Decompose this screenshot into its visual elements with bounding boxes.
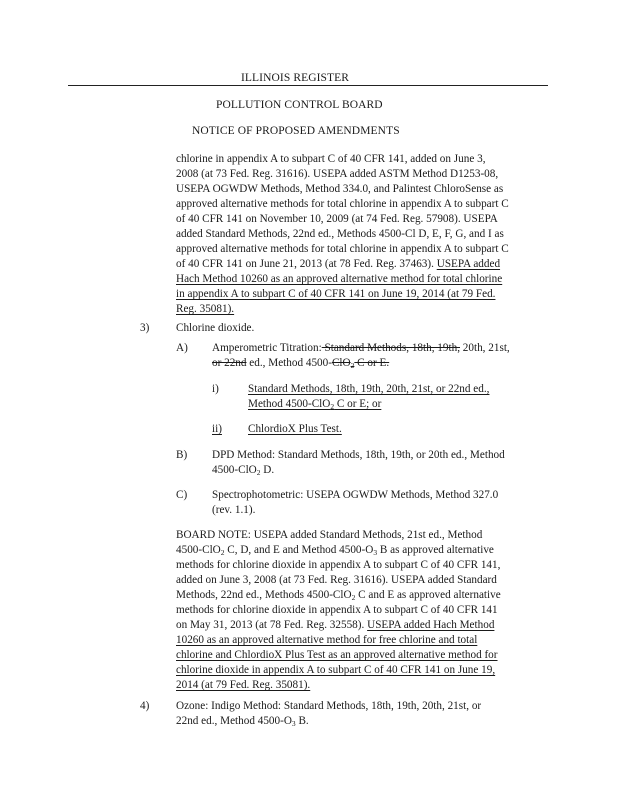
note-text: 4500-ClO bbox=[176, 544, 221, 556]
subitem-text: Amperometric Titration: bbox=[212, 342, 322, 354]
subscript: 2 bbox=[256, 468, 261, 477]
inserted-text: Hach Method 10260 as an approved alternative method for total chlorine bbox=[176, 273, 503, 285]
register-title: ILLINOIS REGISTER bbox=[241, 72, 350, 84]
note-text: C, D, and E and Method 4500-O bbox=[224, 544, 374, 556]
subitem-text: D. bbox=[260, 464, 275, 476]
deleted-text: or 22nd bbox=[212, 357, 247, 369]
subsub-label: ii) bbox=[212, 423, 222, 435]
inserted-text: chlorine and ChlordioX Plus Test as an approved alternative method for bbox=[176, 649, 498, 661]
note-text: Methods, 22nd ed., Methods 4500-ClO bbox=[176, 589, 352, 601]
intro-line: approved alternative methods for total chlorine in appendix A to subpart C bbox=[176, 243, 509, 255]
subscript: 3 bbox=[291, 719, 296, 728]
deleted-text bbox=[332, 357, 389, 369]
note-line: methods for chlorine dioxide in appendix A to subpart C of 40 CFR 141 bbox=[176, 604, 498, 616]
intro-line: added Standard Methods, 22nd ed., Methods 4500-Cl D, E, F, G, and I as bbox=[176, 228, 504, 240]
item-number: 4) bbox=[140, 700, 150, 712]
subitem-label: C) bbox=[176, 489, 188, 501]
subitem-text: Spectrophotometric: USEPA OGWDW Methods, Method 327.0 bbox=[212, 489, 499, 501]
subscript: 2 bbox=[351, 593, 356, 602]
subitem-text: 20th, 21st, bbox=[460, 342, 510, 354]
inserted-text: USEPA added bbox=[436, 258, 501, 270]
note-line: methods for chlorine dioxide in appendix A to subpart C of 40 CFR 141, bbox=[176, 559, 501, 571]
note-line bbox=[176, 543, 494, 558]
note-line bbox=[176, 588, 501, 603]
note-text: B as approved alternative bbox=[377, 544, 494, 556]
intro-line: chlorine in appendix A to subpart C of 40 CFR 141, added on June 3, bbox=[176, 153, 486, 165]
item-text: B. bbox=[295, 715, 309, 727]
note-text: C and E as approved alternative bbox=[355, 589, 501, 601]
intro-line bbox=[176, 257, 500, 272]
note-line: BOARD NOTE: USEPA added Standard Methods, 21st ed., Method bbox=[176, 529, 483, 541]
item-text bbox=[176, 714, 309, 729]
subitem-text: DPD Method: Standard Methods, 18th, 19th, or 20th ed., Method bbox=[212, 449, 505, 461]
deleted-text: ClO bbox=[331, 357, 351, 369]
notice-title: NOTICE OF PROPOSED AMENDMENTS bbox=[192, 125, 400, 137]
subsub-label: i) bbox=[212, 383, 219, 395]
subitem-label: B) bbox=[176, 449, 188, 461]
intro-text: of 40 CFR 141 on June 21, 2013 (at 78 Fed. Reg. 37463). bbox=[176, 258, 434, 270]
subitem-label: A) bbox=[176, 342, 188, 354]
intro-line: 2008 (at 73 Fed. Reg. 31616). USEPA added ASTM Method D1253-08, bbox=[176, 168, 499, 180]
header-rule bbox=[68, 85, 548, 86]
inserted-text: in appendix A to subpart C of 40 CFR 141 on June 19, 2014 (at 79 Fed. bbox=[176, 288, 496, 300]
inserted-text: 2014 (at 79 Fed. Reg. 35081). bbox=[176, 679, 311, 691]
subscript: 2 bbox=[330, 402, 335, 411]
intro-line: approved alternative methods for total chlorine in appendix A to subpart C bbox=[176, 198, 509, 210]
note-text: on May 31, 2013 (at 78 Fed. Reg. 32558). bbox=[176, 619, 365, 631]
subitem-text: 4500-ClO bbox=[212, 464, 257, 476]
item-title: Chlorine dioxide. bbox=[176, 322, 255, 334]
inserted-text: USEPA added Hach Method bbox=[367, 619, 495, 631]
subitem-A-line bbox=[212, 341, 510, 356]
inserted-text: C or E; or bbox=[334, 398, 382, 410]
subscript: 2 bbox=[220, 548, 225, 557]
subitem-text: (rev. 1.1). bbox=[212, 504, 256, 516]
intro-line: of 40 CFR 141 on November 10, 2009 (at 74 Fed. Reg. 57908). USEPA bbox=[176, 213, 498, 225]
inserted-text: 10260 as an approved alternative method for free chlorine and total bbox=[176, 634, 478, 646]
subitem-A-line bbox=[212, 356, 389, 371]
note-line bbox=[176, 618, 494, 633]
item-text: Ozone: Indigo Method: Standard Methods, 18th, 19th, 20th, 21st, or bbox=[176, 700, 482, 712]
note-line: added on June 3, 2008 (at 73 Fed. Reg. 31616). USEPA added Standard bbox=[176, 574, 497, 586]
item-text: 22nd ed., Method 4500-O bbox=[176, 715, 292, 727]
inserted-text: Reg. 35081). bbox=[176, 303, 235, 315]
inserted-text: Standard Methods, 18th, 19th, 20th, 21st, or 22nd ed., bbox=[248, 383, 490, 395]
board-title: POLLUTION CONTROL BOARD bbox=[216, 99, 383, 111]
deleted-text: Standard Methods, 18th, 19th, bbox=[321, 342, 460, 354]
inserted-text bbox=[248, 397, 381, 412]
intro-line: USEPA OGWDW Methods, Method 334.0, and Palintest ChloroSense as bbox=[176, 183, 504, 195]
subscript: 3 bbox=[373, 548, 378, 557]
subitem-text bbox=[212, 463, 274, 478]
inserted-text: Method 4500-ClO bbox=[248, 398, 331, 410]
deleted-text: C or E. bbox=[354, 357, 390, 369]
subscript: 2 bbox=[350, 361, 355, 370]
subitem-text: ed., Method 4500- bbox=[246, 357, 332, 369]
item-number: 3) bbox=[140, 322, 150, 334]
inserted-text: ChlordioX Plus Test. bbox=[248, 423, 342, 435]
inserted-text: chlorine dioxide in appendix A to subpart C of 40 CFR 141 on June 19, bbox=[176, 664, 496, 676]
